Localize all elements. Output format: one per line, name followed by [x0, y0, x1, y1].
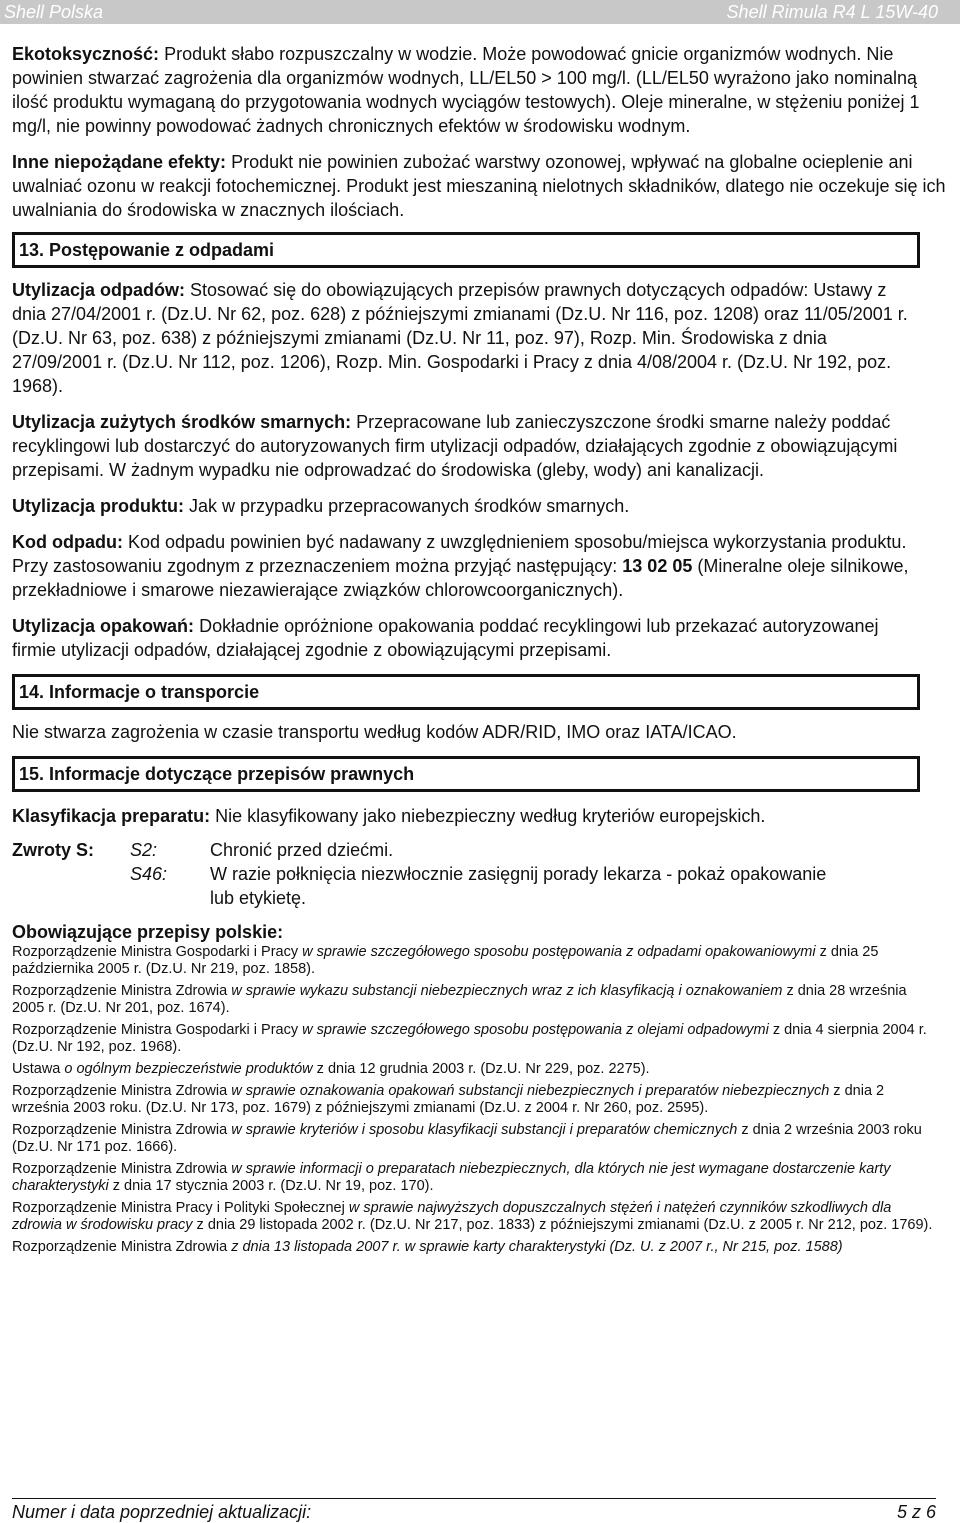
- waste-code-value: 13 02 05: [622, 556, 693, 576]
- header-product: Shell Rimula R4 L 15W-40: [726, 2, 938, 22]
- ecotoxicity-label: Ekotoksyczność:: [12, 44, 160, 64]
- packaging-paragraph: [12, 614, 912, 662]
- regulation-item: Rozporządzenie Ministra Zdrowia w sprawie informacji o preparatach niebezpiecznych, dla których nie jest wymagane dostarczenie karty charakterystyki z dnia 17 stycznia 2003 r. (Dz.U. Nr 19, poz. 170).: [12, 1161, 891, 1194]
- s-phrases: [12, 838, 946, 910]
- regulation-item: Rozporządzenie Ministra Zdrowia w sprawie kryteriów i sposobu klasyfikacji substancji i preparatów chemicznych z dnia 2 września 2003 roku (Dz.U. Nr 171 poz. 1666).: [12, 1122, 922, 1155]
- s-phrases-label: Zwroty S:: [12, 840, 95, 860]
- classification-text: Nie klasyfikowany jako niebezpieczny według kryteriów europejskich.: [210, 806, 766, 826]
- ecotoxicity-paragraph: [12, 42, 942, 138]
- used-lubricants-paragraph: [12, 410, 937, 482]
- s-phrase-code: S2:: [130, 840, 158, 860]
- product-disposal-text: Jak w przypadku przepracowanych środków smarnych.: [184, 496, 630, 516]
- page-number: 5 z 6: [896, 1502, 936, 1522]
- page-header: [0, 0, 960, 24]
- waste-disposal-paragraph: [12, 278, 912, 398]
- section-13-heading: 13. Postępowanie z odpadami: [12, 232, 920, 268]
- other-effects-text: Produkt nie powinien zubożać warstwy ozonowej, wpływać na globalne ocieplenie ani uwalniać ozonu w reakcji fotochemicznej. Produkt jest mieszaniną nielotnych składników, dlatego nie oczekuje się ich uwalniania do środowiska w znacznych ilościach.: [12, 152, 946, 220]
- section-15-heading: 15. Informacje dotyczące przepisów prawnych: [12, 756, 920, 792]
- ecotoxicity-text: Produkt słabo rozpuszczalny w wodzie. Może powodować gnicie organizmów wodnych. Nie powinien stwarzać zagrożenia dla organizmów wodnych, LL/EL50 > 100 mg/l. (LL/EL50 wyrażono jako nominalną ilość produktu wymaganą do przygotowania wodnych wyciągów testowych). Oleje mineralne, w stężeniu poniżej 1 mg/l, nie powinny powodować żadnych chronicznych efektów w środowisku wodnym.: [12, 44, 920, 136]
- s-phrase-row: [12, 862, 946, 910]
- regulation-item: Rozporządzenie Ministra Gospodarki i Pracy w sprawie szczegółowego sposobu postępowania z olejami odpadowymi z dnia 4 sierpnia 2004 r. (Dz.U. Nr 192, poz. 1968).: [12, 1022, 927, 1055]
- packaging-text: Dokładnie opróżnione opakowania poddać recyklingowi lub przekazać autoryzowanej firmie utylizacji odpadów, działającej zgodnie z obowiązującymi przepisami.: [12, 616, 879, 660]
- section-14-heading: 14. Informacje o transporcie: [12, 674, 920, 710]
- footer-revision-label: Numer i data poprzedniej aktualizacji:: [12, 1502, 312, 1522]
- classification-paragraph: [12, 804, 946, 828]
- regulation-item: Rozporządzenie Ministra Zdrowia z dnia 13 listopada 2007 r. w sprawie karty charakterystyki (Dz. U. z 2007 r., Nr 215, poz. 1588): [12, 1239, 843, 1255]
- classification-label: Klasyfikacja preparatu:: [12, 806, 211, 826]
- waste-disposal-label: Utylizacja odpadów:: [12, 280, 186, 300]
- used-lubricants-text: Przepracowane lub zanieczyszczone środki smarne należy poddać recyklingowi lub dostarczyć do autoryzowanych firm utylizacji odpadów, działających zgodnie z obowiązującymi przepisami. W żadnym wypadku nie odprowadzać do środowiska (gleby, wody) ani kanalizacji.: [12, 412, 898, 480]
- regulation-item: Rozporządzenie Ministra Zdrowia w sprawie oznakowania opakowań substancji niebezpiecznych i preparatów niebezpiecznych z dnia 2 września 2003 roku. (Dz.U. Nr 173, poz. 1679) z późniejszymi zmianami (Dz.U. z 2004 r. Nr 260, poz. 2595).: [12, 1083, 885, 1116]
- waste-code-paragraph: [12, 530, 912, 602]
- s-phrase-code: S46:: [130, 864, 168, 884]
- s-phrase-text: W razie połknięcia niezwłocznie zasięgnij porady lekarza - pokaż opakowanie lub etykietę.: [210, 864, 827, 908]
- regulation-item: Rozporządzenie Ministra Pracy i Polityki Społecznej w sprawie najwyższych dopuszczalnych stężeń i natężeń czynników szkodliwych dla zdrowia w środowisku pracy z dnia 29 listopada 2002 r. (Dz.U. Nr 217, poz. 1833) z późniejszymi zmianami (Dz.U. z 2005 r. Nr 212, poz. 1769).: [12, 1200, 933, 1233]
- waste-code-text-b: (Mineralne oleje silnikowe, przekładniowe i smarowe niezawierające związków chlorowcoorganicznych).: [12, 556, 909, 600]
- regulations-heading: Obowiązujące przepisy polskie:: [12, 922, 284, 942]
- waste-code-text-a: Kod odpadu powinien być nadawany z uwzględnieniem sposobu/miejsca wykorzystania produktu. Przy zastosowaniu zgodnym z przeznaczeniem można przyjąć następujący:: [12, 532, 907, 576]
- waste-disposal-text: Stosować się do obowiązujących przepisów prawnych dotyczących odpadów: Ustawy z dnia 27/04/2001 r. (Dz.U. Nr 62, poz. 628) z późniejszymi zmianami (Dz.U. Nr 116, poz. 1208) oraz 11/05/2001 r. (Dz.U. Nr 63, poz. 638) z późniejszymi zmianami (Dz.U. Nr 11, poz. 97), Rozp. Min. Środowiska z dnia 27/09/2001 r. (Dz.U. Nr 112, poz. 1206), Rozp. Min. Gospodarki i Pracy z dnia 4/08/2004 r. (Dz.U. Nr 192, poz. 1968).: [12, 280, 908, 396]
- header-company: Shell Polska: [4, 2, 104, 22]
- product-disposal-paragraph: [12, 494, 946, 518]
- regulation-item: Ustawa o ogólnym bezpieczeństwie produktów z dnia 12 grudnia 2003 r. (Dz.U. Nr 229, poz. 2275).: [12, 1061, 650, 1077]
- regulations-list: [12, 944, 937, 1256]
- transport-paragraph: Nie stwarza zagrożenia w czasie transportu według kodów ADR/RID, IMO oraz IATA/ICAO.: [12, 722, 737, 742]
- packaging-label: Utylizacja opakowań:: [12, 616, 195, 636]
- product-disposal-label: Utylizacja produktu:: [12, 496, 185, 516]
- regulation-item: Rozporządzenie Ministra Gospodarki i Pracy w sprawie szczegółowego sposobu postępowania z odpadami opakowaniowymi z dnia 25 października 2005 r. (Dz.U. Nr 219, poz. 1858).: [12, 944, 879, 977]
- other-effects-paragraph: [12, 150, 946, 222]
- waste-code-label: Kod odpadu:: [12, 532, 123, 552]
- s-phrase-row: [12, 838, 946, 862]
- page-footer: [12, 1498, 936, 1523]
- regulation-item: Rozporządzenie Ministra Zdrowia w sprawie wykazu substancji niebezpiecznych wraz z ich klasyfikacją i oznakowaniem z dnia 28 września 2005 r. (Dz.U. Nr 201, poz. 1674).: [12, 983, 907, 1016]
- s-phrase-text: Chronić przed dziećmi.: [210, 840, 394, 860]
- page-content: [12, 42, 946, 1256]
- other-effects-label: Inne niepożądane efekty:: [12, 152, 227, 172]
- used-lubricants-label: Utylizacja zużytych środków smarnych:: [12, 412, 352, 432]
